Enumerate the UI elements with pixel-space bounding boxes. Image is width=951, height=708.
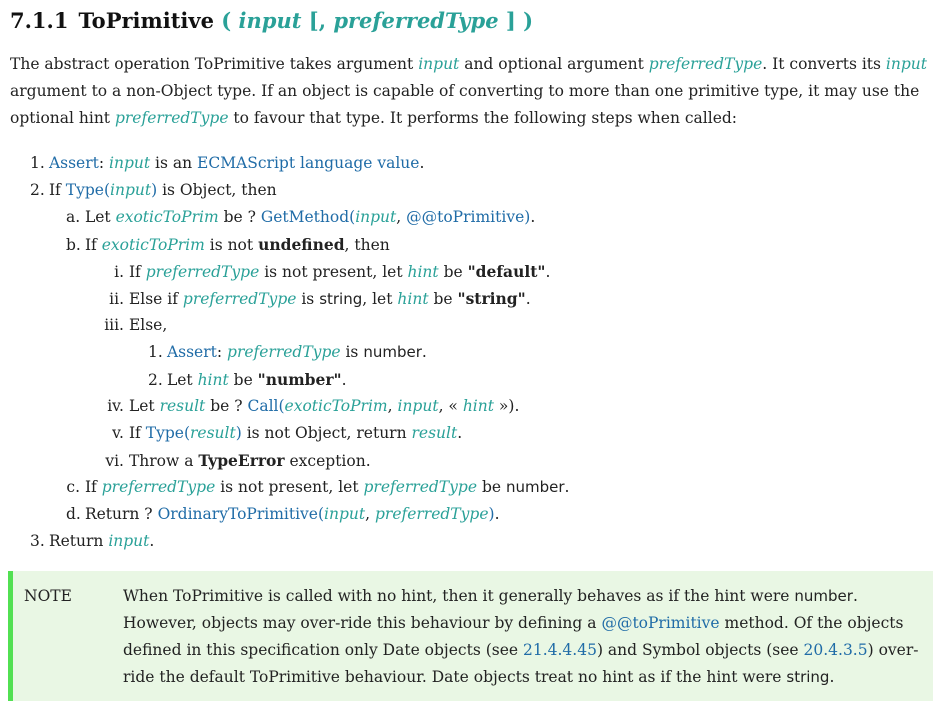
step-marker: vi. bbox=[105, 452, 124, 470]
param-preferred-type[interactable]: preferredType bbox=[333, 8, 499, 33]
paren: ( bbox=[278, 397, 285, 415]
var-input[interactable]: input bbox=[110, 181, 152, 199]
step-marker: 1. bbox=[30, 154, 45, 172]
var-preferred-type[interactable]: preferredType bbox=[182, 290, 297, 308]
var-preferred-type[interactable]: preferredType bbox=[101, 478, 216, 496]
link-to-primitive-symbol[interactable]: @@toPrimitive bbox=[601, 614, 720, 632]
note-box bbox=[8, 571, 933, 701]
open-paren: ( bbox=[221, 8, 232, 33]
step-marker: 3. bbox=[30, 532, 45, 550]
step-text: be bbox=[428, 290, 458, 308]
step-text: is bbox=[340, 343, 364, 361]
step-marker: v. bbox=[112, 424, 124, 442]
step-2b-iii bbox=[98, 312, 167, 339]
note-text-part: When ToPrimitive is called with no hint, then it generally behaves as if the hint were bbox=[123, 587, 795, 605]
code-string: string bbox=[786, 668, 830, 686]
link-assert[interactable]: Assert bbox=[166, 343, 217, 361]
step-text: . bbox=[419, 154, 425, 172]
step-marker: 1. bbox=[148, 343, 163, 361]
step-text: is not Object, return bbox=[241, 424, 412, 442]
step-marker: ii. bbox=[109, 290, 124, 308]
paren: ( bbox=[183, 424, 190, 442]
var-result[interactable]: result bbox=[159, 397, 206, 415]
link-to-primitive-symbol[interactable]: @@toPrimitive bbox=[406, 208, 525, 226]
step-text: . bbox=[421, 343, 427, 361]
link-ordinary-to-primitive[interactable]: OrdinaryToPrimitive bbox=[157, 505, 318, 523]
step-text: . bbox=[494, 505, 500, 523]
step-text: is bbox=[296, 290, 320, 308]
step-text: If bbox=[84, 478, 102, 496]
step-text: . bbox=[545, 263, 551, 281]
link-section-21-4-4-45[interactable]: 21.4.4.45 bbox=[522, 641, 597, 659]
var-input[interactable]: input bbox=[324, 505, 366, 523]
intro-paragraph bbox=[10, 51, 930, 132]
step-text: If bbox=[128, 263, 146, 281]
step-2b-iii-1 bbox=[148, 339, 427, 366]
code-number: number bbox=[794, 587, 853, 605]
code-string: string bbox=[319, 290, 363, 308]
step-text: be ? bbox=[205, 397, 248, 415]
note-text-part: . However, objects may over-ride this behaviour by defining a bbox=[123, 587, 858, 632]
step-marker: iv. bbox=[107, 397, 124, 415]
string-default: "default" bbox=[467, 262, 546, 281]
var-preferred-type[interactable]: preferredType bbox=[648, 55, 763, 73]
link-type[interactable]: Type bbox=[145, 424, 184, 442]
note-text bbox=[123, 583, 928, 691]
var-input[interactable]: input bbox=[108, 532, 150, 550]
section-number: 7.1.1 bbox=[10, 8, 69, 33]
step-text: . bbox=[149, 532, 155, 550]
var-input[interactable]: input bbox=[355, 208, 397, 226]
paren: ) bbox=[151, 181, 158, 199]
step-2d bbox=[66, 501, 500, 528]
step-text: Let bbox=[128, 397, 160, 415]
link-section-20-4-3-5[interactable]: 20.4.3.5 bbox=[803, 641, 868, 659]
step-text: . bbox=[525, 290, 531, 308]
step-text: Else, bbox=[128, 316, 168, 334]
step-text: . bbox=[341, 371, 347, 389]
step-3 bbox=[30, 528, 154, 555]
var-result[interactable]: result bbox=[190, 424, 236, 442]
var-input[interactable]: input bbox=[397, 397, 439, 415]
link-getmethod[interactable]: GetMethod bbox=[260, 208, 350, 226]
step-2b-iii-2 bbox=[148, 366, 347, 394]
intro-text: argument to a non-Object type. If an object is capable of converting to more than one primitive type, it may use the optional hint bbox=[10, 82, 920, 127]
note-text-part: ) over-ride the default ToPrimitive behaviour. Date objects treat no hint as if the hint were bbox=[123, 641, 919, 686]
note-text-part: ) and Symbol objects (see bbox=[596, 641, 804, 659]
param-input[interactable]: input bbox=[238, 8, 302, 33]
section-heading bbox=[10, 4, 533, 38]
close-bracket: ] bbox=[505, 8, 516, 33]
step-2b-ii bbox=[98, 285, 531, 313]
step-text: , bbox=[396, 208, 407, 226]
var-preferred-type[interactable]: preferredType bbox=[363, 478, 478, 496]
paren: ( bbox=[103, 181, 110, 199]
code-number: number bbox=[363, 343, 422, 361]
var-hint[interactable]: hint bbox=[397, 290, 429, 308]
step-text: , bbox=[387, 397, 398, 415]
step-text: : bbox=[216, 343, 228, 361]
var-exotic-to-prim[interactable]: exoticToPrim bbox=[284, 397, 388, 415]
var-result[interactable]: result bbox=[411, 424, 458, 442]
open-bracket: [ bbox=[308, 8, 319, 33]
step-text: Return bbox=[48, 532, 109, 550]
step-marker: d. bbox=[66, 505, 81, 523]
link-type[interactable]: Type bbox=[65, 181, 104, 199]
step-text: : bbox=[98, 154, 110, 172]
step-text: Let bbox=[166, 371, 198, 389]
var-exotic-to-prim[interactable]: exoticToPrim bbox=[115, 208, 219, 226]
step-marker: a. bbox=[66, 208, 81, 226]
value-type-error: TypeError bbox=[198, 451, 285, 470]
step-1 bbox=[30, 150, 424, 177]
paren: ) bbox=[488, 505, 495, 523]
step-text: Else if bbox=[128, 290, 183, 308]
var-preferred-type[interactable]: preferredType bbox=[114, 109, 229, 127]
step-2b bbox=[66, 231, 390, 259]
var-preferred-type[interactable]: preferredType bbox=[227, 343, 341, 361]
note-text-part: . bbox=[829, 668, 835, 686]
step-2c bbox=[66, 474, 569, 501]
intro-text: and optional argument bbox=[459, 55, 649, 73]
step-2b-i bbox=[98, 258, 550, 286]
step-marker: iii. bbox=[104, 316, 124, 334]
string-string: "string" bbox=[457, 289, 526, 308]
intro-text: The abstract operation ToPrimitive takes argument bbox=[10, 55, 419, 73]
step-text: , then bbox=[344, 236, 390, 254]
step-2b-v bbox=[98, 420, 462, 447]
step-text: be bbox=[228, 371, 258, 389]
paren: ) bbox=[524, 208, 531, 226]
step-text: . bbox=[530, 208, 536, 226]
step-text: is Object, then bbox=[157, 181, 277, 199]
var-input[interactable]: input bbox=[885, 55, 927, 73]
paren: ( bbox=[317, 505, 325, 523]
step-text: . bbox=[564, 478, 570, 496]
step-2b-iv bbox=[98, 393, 519, 420]
link-call[interactable]: Call bbox=[247, 397, 279, 415]
step-text: is not present, let bbox=[215, 478, 364, 496]
step-text: Return ? bbox=[84, 505, 158, 523]
step-text: is an bbox=[150, 154, 198, 172]
comma: , bbox=[318, 8, 326, 33]
intro-text: . It converts its bbox=[762, 55, 886, 73]
link-ecmascript-language-value[interactable]: ECMAScript language value bbox=[197, 154, 420, 172]
step-text: , bbox=[365, 505, 375, 523]
step-text: If bbox=[84, 236, 102, 254]
section-name: ToPrimitive bbox=[78, 8, 214, 33]
step-text: . bbox=[457, 424, 463, 442]
step-marker: i. bbox=[114, 263, 124, 281]
step-text: »). bbox=[493, 397, 520, 415]
step-text: exception. bbox=[284, 452, 371, 470]
var-preferred-type[interactable]: preferredType bbox=[145, 263, 260, 281]
step-text: If bbox=[128, 424, 146, 442]
step-marker: b. bbox=[66, 236, 81, 254]
step-2 bbox=[30, 177, 277, 204]
step-marker: 2. bbox=[148, 371, 163, 389]
step-text: , let bbox=[362, 290, 398, 308]
note-label: NOTE bbox=[24, 587, 72, 605]
var-input[interactable]: input bbox=[418, 55, 460, 73]
step-text: is not bbox=[204, 236, 259, 254]
step-marker: c. bbox=[66, 478, 80, 496]
var-hint[interactable]: hint bbox=[197, 371, 229, 389]
note-text-part: method. Of the objects defined in this specification only Date objects (see bbox=[123, 614, 904, 659]
value-undefined: undefined bbox=[258, 235, 345, 254]
var-input[interactable]: input bbox=[109, 154, 151, 172]
step-text: be bbox=[438, 263, 468, 281]
step-text: , « bbox=[438, 397, 463, 415]
step-text: Let bbox=[84, 208, 116, 226]
step-text: Throw a bbox=[128, 452, 199, 470]
var-hint[interactable]: hint bbox=[407, 263, 439, 281]
link-assert[interactable]: Assert bbox=[48, 154, 99, 172]
string-number: "number" bbox=[257, 370, 342, 389]
paren: ) bbox=[235, 424, 242, 442]
code-number: number bbox=[505, 478, 565, 496]
var-hint[interactable]: hint bbox=[462, 397, 494, 415]
step-marker: 2. bbox=[30, 181, 45, 199]
paren: ( bbox=[349, 208, 356, 226]
var-preferred-type[interactable]: preferredType bbox=[374, 505, 489, 523]
var-exotic-to-prim[interactable]: exoticToPrim bbox=[101, 236, 205, 254]
step-2b-vi bbox=[98, 447, 371, 475]
close-paren: ) bbox=[523, 8, 534, 33]
step-2a bbox=[66, 204, 535, 231]
step-text: is not present, let bbox=[259, 263, 408, 281]
step-text: If bbox=[48, 181, 66, 199]
intro-text: to favour that type. It performs the following steps when called: bbox=[228, 109, 738, 127]
step-text: be bbox=[477, 478, 506, 496]
step-text: be ? bbox=[218, 208, 261, 226]
